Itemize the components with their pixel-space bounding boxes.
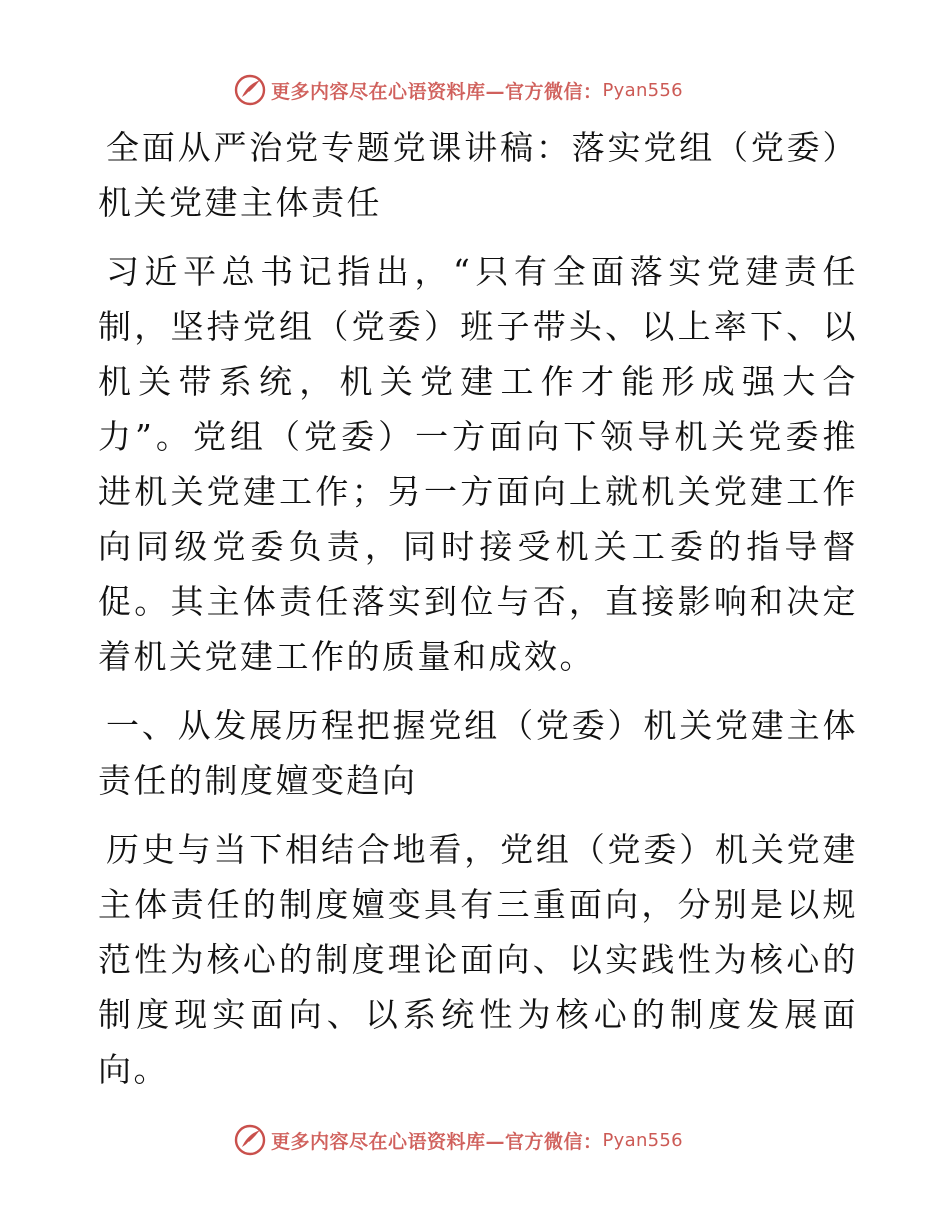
document-body	[98, 120, 858, 1111]
watermark-text: 更多内容尽在心语资料库—官方微信：	[271, 80, 603, 103]
paragraph: 历史与当下相结合地看，党组（党委）机关党建主体责任的制度嬗变具有三重面向，分别是以规范性为核心的制度理论面向、以实践性为核心的制度现实面向、以系统性为核心的制度发展面向。	[98, 830, 858, 1089]
quill-seal-icon	[233, 1123, 267, 1157]
header-watermark	[233, 72, 683, 108]
quill-seal-icon	[233, 73, 267, 107]
paragraph: 习近平总书记指出，“只有全面落实党建责任制，坚持党组（党委）班子带头、以上率下、以机关带系统，机关党建工作才能形成强大合力”。党组（党委）一方面向下领导机关党委推进机关党建工作；另一方面向上就机关党建工作向同级党委负责，同时接受机关工委的指导督促。其主体责任落实到位与否，直接影响和决定着机关党建工作的质量和成效。	[98, 252, 858, 676]
watermark-contact: Pyan556	[602, 1129, 683, 1151]
section-heading: 一、从发展历程把握党组（党委）机关党建主体责任的制度嬗变趋向	[98, 706, 858, 800]
document-title: 全面从严治党专题党课讲稿：落实党组（党委）机关党建主体责任	[98, 128, 858, 222]
watermark-contact: Pyan556	[602, 79, 683, 101]
watermark-text: 更多内容尽在心语资料库—官方微信：	[271, 1130, 603, 1153]
footer-watermark	[233, 1122, 683, 1158]
